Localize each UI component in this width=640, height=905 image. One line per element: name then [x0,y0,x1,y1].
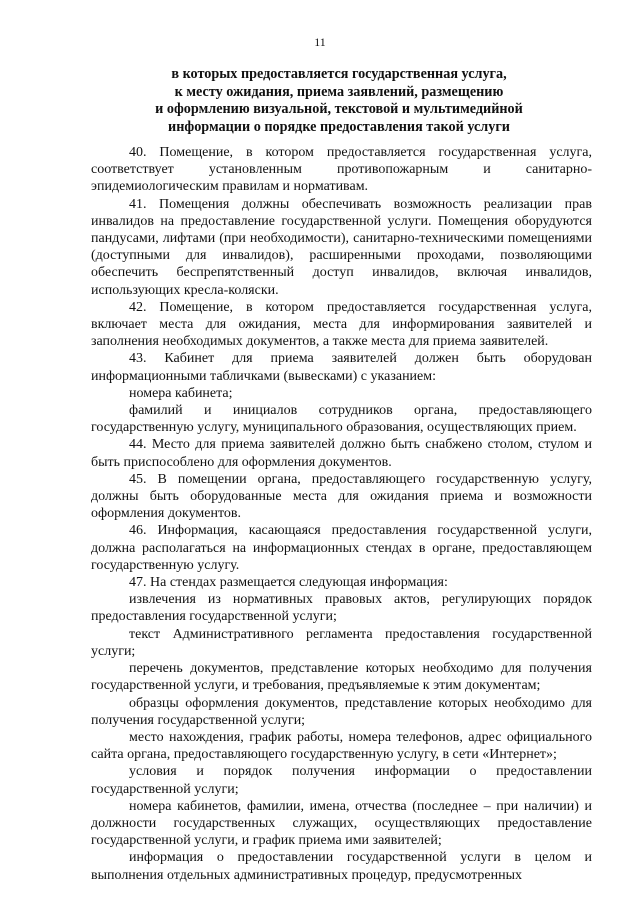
paragraph: 44. Место для приема заявителей должно быть снабжено столом, стулом и быть приспособлено для оформления документов. [91,437,592,470]
paragraph: 42. Помещение, в котором предоставляется государственная услуга, включает места для ожидания, места для информирования заявителей и заполнения необходимых документов, а также места для приема заявителей. [91,299,592,350]
page-number: 11 [314,35,326,49]
paragraph: место нахождения, график работы, номера телефонов, адрес официального сайта органа, предоставляющего государственную услугу, в сети «Интернет»; [91,729,592,763]
paragraph: 41. Помещения должны обеспечивать возможность реализации прав инвалидов на предоставление государственной услуги. Помещения оборудуются пандусами, лифтами (при необходимости), санитарно-техническими помещениями (доступными для инвалидов), расширенными проходами, позволяющими обеспечить беспрепятственный доступ инвалидов, включая инвалидов, использующих кресла-коляски. [91,196,592,298]
heading-line: и оформлению визуальной, текстовой и мультимедийной [155,101,523,117]
paragraph: извлечения из нормативных правовых актов, регулирующих порядок предоставления государственной услуги; [91,592,592,625]
paragraph: образцы оформления документов, представление которых необходимо для получения государственной услуги; [91,695,592,728]
paragraph: номера кабинетов, фамилии, имена, отчества (последнее – при наличии) и должности государственных служащих, осуществляющих предоставление государственной услуги, и график приема ими заявителей; [91,798,592,849]
paragraph: перечень документов, представление которых необходимо для получения государственной услуги, и требования, предъявляемые к этим документам; [91,661,592,694]
paragraph: 47. На стендах размещается следующая информация: [129,575,448,591]
paragraph: 45. В помещении органа, предоставляющего государственную услугу, должны быть оборудованные места для ожидания приема и возможности оформления документов. [91,471,592,522]
heading-line: информации о порядке предоставления такой услуги [168,118,510,135]
paragraph: условия и порядок получения информации о предоставлении государственной услуги; [91,764,592,797]
paragraph: фамилий и инициалов сотрудников органа, предоставляющего государственную услугу, муниципального образования, осуществляющих прием. [91,403,592,436]
body-text [91,144,592,884]
paragraph: 40. Помещение, в котором предоставляется государственная услуга, соответствует установленным противопожарным и санитарно-эпидемиологическим правилам и нормативам. [91,145,592,195]
section-heading [96,66,582,136]
heading-line: к месту ожидания, приема заявлений, размещению [174,83,504,100]
heading-line: в которых предоставляется государственная услуга, [171,66,507,82]
paragraph: 46. Информация, касающаяся предоставления государственной услуги, должна располагаться на информационных стендах в органе, предоставляющем государственную услугу. [91,523,592,573]
paragraph: текст Административного регламента предоставления государственной услуги; [91,626,592,659]
paragraph: 43. Кабинет для приема заявителей должен быть оборудован информационными табличками (вывесками) с указанием: [91,351,592,384]
paragraph: информация о предоставлении государственной услуги в целом и выполнения отдельных административных процедур, предусмотренных [91,850,592,883]
paragraph: номера кабинета; [129,385,233,401]
